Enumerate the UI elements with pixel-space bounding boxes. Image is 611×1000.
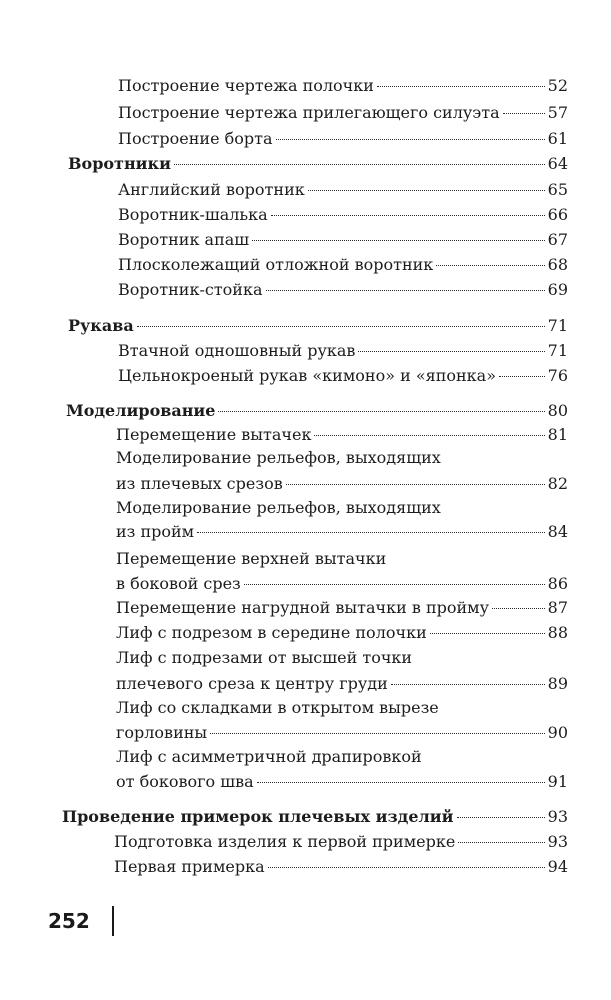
toc-entry-title: из пройм bbox=[116, 522, 195, 541]
toc-entry bbox=[116, 574, 568, 594]
toc-entry-title: Первая примерка bbox=[114, 857, 265, 876]
dot-leader bbox=[276, 139, 545, 140]
dot-leader bbox=[244, 584, 545, 585]
toc-entry-title: Воротник-шалька bbox=[118, 205, 268, 224]
toc-entry bbox=[118, 76, 568, 96]
toc-section-title: Рукава bbox=[68, 316, 134, 335]
toc-entry bbox=[116, 522, 568, 542]
toc-entry-page: 81 bbox=[547, 425, 568, 444]
toc-entry-title: в боковой срез bbox=[116, 574, 241, 593]
toc-entry-page: 68 bbox=[547, 255, 568, 274]
toc-entry-page: 88 bbox=[547, 623, 568, 642]
toc-entry bbox=[118, 205, 568, 225]
dot-leader bbox=[257, 782, 545, 783]
toc-entry-title: Воротник апаш bbox=[118, 230, 250, 249]
toc-entry bbox=[116, 674, 568, 694]
toc-entry-title: горловины bbox=[116, 723, 208, 742]
toc-entry-page: 64 bbox=[547, 154, 568, 173]
dot-leader bbox=[271, 215, 545, 216]
toc-entry-title-line: Лиф с подрезами от высшей точки bbox=[116, 648, 413, 667]
toc-entry bbox=[116, 772, 568, 792]
toc-entry bbox=[116, 723, 568, 743]
toc-entry-page: 66 bbox=[547, 205, 568, 224]
toc-section-heading bbox=[62, 807, 568, 827]
toc-entry-page: 67 bbox=[547, 230, 568, 249]
toc-entry-page: 93 bbox=[547, 832, 568, 851]
toc-entry bbox=[114, 857, 568, 877]
toc-entry-page: 87 bbox=[547, 598, 568, 617]
toc-entry bbox=[118, 255, 568, 275]
toc-entry-page: 61 bbox=[547, 129, 568, 148]
toc-section-heading bbox=[68, 316, 568, 336]
toc-entry-title-line: Перемещение верхней вытачки bbox=[116, 549, 387, 568]
toc-entry-title: Воротник-стойка bbox=[118, 280, 263, 299]
toc-section-title: Воротники bbox=[68, 154, 171, 173]
toc-section-heading bbox=[68, 154, 568, 174]
toc-entry bbox=[118, 341, 568, 361]
dot-leader bbox=[218, 411, 544, 412]
dot-leader bbox=[210, 733, 545, 734]
toc-entry bbox=[116, 623, 568, 643]
toc-entry-page: 76 bbox=[547, 366, 568, 385]
toc-entry-title: Втачной одношовный рукав bbox=[118, 341, 356, 360]
dot-leader bbox=[308, 190, 545, 191]
toc-entry-title: Перемещение вытачек bbox=[116, 425, 312, 444]
toc-entry-page: 71 bbox=[547, 341, 568, 360]
toc-entry-page: 65 bbox=[547, 180, 568, 199]
toc-entry-title: Построение чертежа прилегающего силуэта bbox=[118, 103, 500, 122]
dot-leader bbox=[314, 435, 544, 436]
toc-entry bbox=[116, 598, 568, 618]
toc-entry-page: 93 bbox=[547, 807, 568, 826]
dot-leader bbox=[492, 608, 545, 609]
dot-leader bbox=[268, 867, 545, 868]
dot-leader bbox=[252, 240, 544, 241]
dot-leader bbox=[430, 633, 545, 634]
toc-entry-title: из плечевых срезов bbox=[116, 474, 283, 493]
toc-section-heading bbox=[66, 401, 568, 421]
dot-leader bbox=[197, 532, 545, 533]
toc-entry bbox=[118, 280, 568, 300]
dot-leader bbox=[377, 86, 545, 87]
toc-entry-page: 86 bbox=[547, 574, 568, 593]
toc-entry-page: 90 bbox=[547, 723, 568, 742]
dot-leader bbox=[503, 113, 545, 114]
toc-entry-page: 71 bbox=[547, 316, 568, 335]
toc-section-title: Моделирование bbox=[66, 401, 216, 420]
toc-entry bbox=[118, 129, 568, 149]
toc-entry-title: Английский воротник bbox=[118, 180, 305, 199]
toc-entry bbox=[118, 230, 568, 250]
toc-entry bbox=[118, 103, 568, 123]
toc-entry-title: Цельнокроеный рукав «кимоно» и «японка» bbox=[118, 366, 496, 385]
toc-entry-page: 52 bbox=[547, 76, 568, 95]
toc-entry-title: Лиф с подрезом в середине полочки bbox=[116, 623, 427, 642]
dot-leader bbox=[137, 326, 545, 327]
dot-leader bbox=[457, 817, 545, 818]
toc-entry-title: от бокового шва bbox=[116, 772, 254, 791]
toc-entry-title: Построение чертежа полочки bbox=[118, 76, 374, 95]
toc-entry-title: Плосколежащий отложной воротник bbox=[118, 255, 434, 274]
toc-entry bbox=[116, 474, 568, 494]
page-number: 252 bbox=[48, 909, 90, 933]
toc-entry bbox=[118, 180, 568, 200]
toc-entry-page: 91 bbox=[547, 772, 568, 791]
toc-entry-page: 89 bbox=[547, 674, 568, 693]
toc-entry-title-line: Моделирование рельефов, выходящих bbox=[116, 498, 441, 517]
toc-entry-page: 69 bbox=[547, 280, 568, 299]
toc-entry-page: 94 bbox=[547, 857, 568, 876]
toc-entry-title: Построение борта bbox=[118, 129, 273, 148]
toc-entry-page: 82 bbox=[547, 474, 568, 493]
toc-entry-title: Перемещение нагрудной вытачки в пройму bbox=[116, 598, 490, 617]
dot-leader bbox=[266, 290, 545, 291]
toc-entry-title: плечевого среза к центру груди bbox=[116, 674, 388, 693]
toc-entry-page: 57 bbox=[547, 103, 568, 122]
toc-entry bbox=[116, 425, 568, 445]
toc-entry-page: 80 bbox=[547, 401, 568, 420]
dot-leader bbox=[358, 351, 544, 352]
toc-entry-title: Подготовка изделия к первой примерке bbox=[114, 832, 456, 851]
dot-leader bbox=[174, 164, 545, 165]
dot-leader bbox=[499, 376, 545, 377]
dot-leader bbox=[458, 842, 544, 843]
toc-entry bbox=[114, 832, 568, 852]
folio-rule-divider bbox=[112, 906, 114, 936]
dot-leader bbox=[286, 484, 545, 485]
toc-entry bbox=[118, 366, 568, 386]
toc-entry-title-line: Моделирование рельефов, выходящих bbox=[116, 448, 441, 467]
toc-entry-page: 84 bbox=[547, 522, 568, 541]
toc-entry-title-line: Лиф с асимметричной драпировкой bbox=[116, 747, 422, 766]
dot-leader bbox=[391, 684, 545, 685]
toc-entry-title-line: Лиф со складками в открытом вырезе bbox=[116, 698, 439, 717]
toc-section-title: Проведение примерок плечевых изделий bbox=[62, 807, 454, 826]
dot-leader bbox=[436, 265, 544, 266]
